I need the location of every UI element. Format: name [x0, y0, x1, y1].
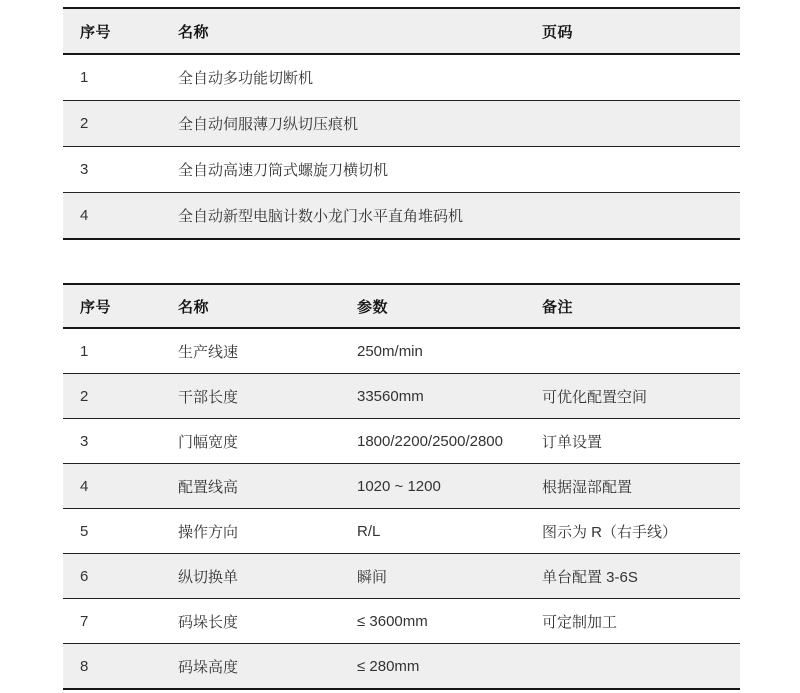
cell-note: 订单设置: [542, 419, 740, 464]
table-row: [63, 554, 740, 599]
cell-note: 根据湿部配置: [542, 464, 740, 509]
cell-name: 纵切换单: [178, 554, 357, 599]
cell-name: 生产线速: [178, 328, 357, 374]
table-row: [63, 147, 740, 193]
col-header-note: 备注: [542, 284, 740, 328]
table-row: [63, 509, 740, 554]
cell-index: 8: [63, 644, 178, 690]
cell-param: 1020 ~ 1200: [357, 464, 542, 509]
cell-name: 门幅宽度: [178, 419, 357, 464]
cell-index: 2: [63, 374, 178, 419]
cell-note: [542, 644, 740, 690]
cell-name: 全自动多功能切断机: [178, 54, 542, 101]
col-header-page: 页码: [542, 8, 740, 54]
cell-param: 33560mm: [357, 374, 542, 419]
cell-index: 7: [63, 599, 178, 644]
table-row: [63, 328, 740, 374]
cell-index: 4: [63, 464, 178, 509]
spec-document: [63, 7, 740, 690]
cell-name: 配置线高: [178, 464, 357, 509]
cell-name: 操作方向: [178, 509, 357, 554]
cell-note: 可优化配置空间: [542, 374, 740, 419]
cell-param: 瞬间: [357, 554, 542, 599]
cell-page: [542, 147, 740, 193]
header-row: [63, 8, 740, 54]
machine-index-table: [63, 7, 740, 240]
cell-param: 250m/min: [357, 328, 542, 374]
cell-note: 可定制加工: [542, 599, 740, 644]
cell-param: 1800/2200/2500/2800: [357, 419, 542, 464]
table-row: [63, 599, 740, 644]
col-header-name: 名称: [178, 284, 357, 328]
cell-param: ≤ 3600mm: [357, 599, 542, 644]
cell-page: [542, 101, 740, 147]
table-row: [63, 101, 740, 147]
cell-index: 6: [63, 554, 178, 599]
cell-page: [542, 54, 740, 101]
cell-name: 码垛高度: [178, 644, 357, 690]
cell-page: [542, 193, 740, 240]
cell-param: ≤ 280mm: [357, 644, 542, 690]
cell-note: [542, 328, 740, 374]
header-row: [63, 284, 740, 328]
cell-name: 全自动新型电脑计数小龙门水平直角堆码机: [178, 193, 542, 240]
cell-note: 图示为 R（右手线）: [542, 509, 740, 554]
cell-index: 4: [63, 193, 178, 240]
col-header-index: 序号: [63, 8, 178, 54]
table-row: [63, 419, 740, 464]
cell-index: 1: [63, 54, 178, 101]
table-row: [63, 374, 740, 419]
cell-index: 3: [63, 147, 178, 193]
cell-index: 3: [63, 419, 178, 464]
col-header-index: 序号: [63, 284, 178, 328]
cell-name: 全自动高速刀筒式螺旋刀横切机: [178, 147, 542, 193]
cell-index: 1: [63, 328, 178, 374]
table-row: [63, 464, 740, 509]
cell-name: 码垛长度: [178, 599, 357, 644]
parameters-table: [63, 283, 740, 690]
table-row: [63, 644, 740, 690]
cell-index: 5: [63, 509, 178, 554]
cell-index: 2: [63, 101, 178, 147]
col-header-name: 名称: [178, 8, 542, 54]
cell-note: 单台配置 3-6S: [542, 554, 740, 599]
cell-name: 全自动伺服薄刀纵切压痕机: [178, 101, 542, 147]
col-header-param: 参数: [357, 284, 542, 328]
table-row: [63, 193, 740, 240]
cell-param: R/L: [357, 509, 542, 554]
cell-name: 干部长度: [178, 374, 357, 419]
table-row: [63, 54, 740, 101]
